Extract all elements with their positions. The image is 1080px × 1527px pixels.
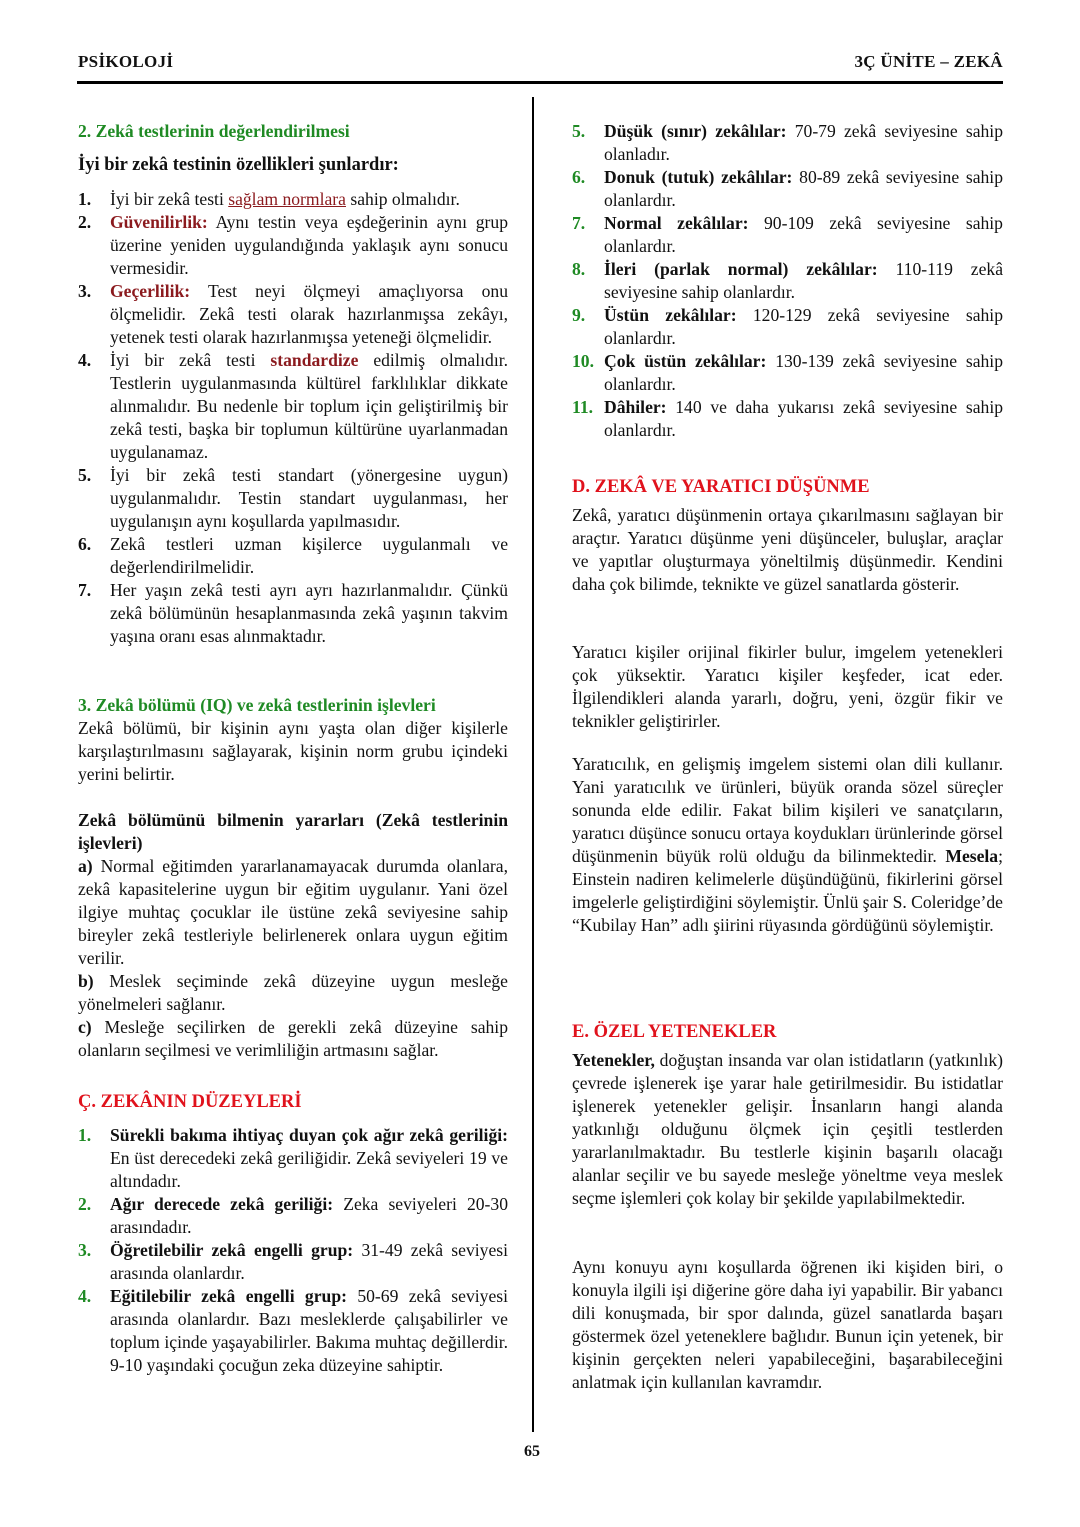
emphasis-mesela: Mesela	[945, 846, 999, 866]
item-number: 5.	[572, 121, 586, 141]
benefit-text: Mesleğe seçilirken de gerekli zekâ düzeyine sahip olanların seçilmesi ve verimliliğin artmasını sağlar.	[78, 1017, 508, 1060]
item-number: 7.	[572, 213, 586, 233]
item-text: 120-129 zekâ seviyesine sahip olanlardır.	[604, 305, 1003, 348]
item-label: Düşük (sınır) zekâlılar:	[604, 121, 787, 141]
item-text: 31-49 zekâ seviyesi arasında olanlardır.	[110, 1240, 508, 1283]
section-e-paragraph-1	[572, 1049, 1003, 1210]
item-label: standardize	[270, 350, 359, 370]
paragraph-text: ; Einstein nadiren kelimelerle düşündüğünü, fikirlerini görsel imgelerle geliştirdiğini söylemiştir. Ünlü şair S. Coleridge’de “Kubilay Han” adlı şiirini rüyasında gördüğünü söylemiştir.	[572, 846, 1003, 935]
section-3	[78, 694, 508, 786]
section-2-heading	[78, 120, 508, 143]
item-number: 1.	[78, 189, 92, 209]
section-2-subheading: İyi bir zekâ testinin özellikleri şunlardır:	[78, 155, 399, 175]
item-text: 70-79 zekâ seviyesine sahip olanladır.	[604, 121, 1003, 164]
item-text: sahip olmalıdır.	[345, 189, 460, 209]
section-e-heading: E. ÖZEL YETENEKLER	[572, 1022, 777, 1042]
list-item	[78, 188, 508, 211]
benefit-label: c)	[78, 1017, 92, 1037]
list-item	[572, 396, 1003, 442]
item-text: İyi bir zekâ testi	[110, 189, 229, 209]
list-item	[572, 120, 1003, 166]
iq-benefits	[78, 809, 508, 1062]
benefit-text: Meslek seçiminde zekâ düzeyine uygun mesleğe yönelmeleri sağlanır.	[78, 971, 508, 1014]
term-yetenekler: Yetenekler,	[572, 1050, 655, 1070]
item-label: Ağır derecede zekâ geriliği:	[110, 1194, 334, 1214]
list-item	[78, 211, 508, 280]
test-properties-list	[78, 188, 508, 648]
item-number: 11.	[572, 397, 594, 417]
list-item	[78, 1193, 508, 1239]
paragraph-text: doğuştan insanda var olan istidatların (yatkınlık) çevrede işlenerek işe yarar hale getirilmesidir. Bu istidatlar işlenerek yetenekler gelişir. İnsanların hangi alanda yatkınlığı olduğunu ölçmek için çeşitli testlerden yararlanılmaktadır. Bu testlerle kişinin başarılı olacağı alanlar seçilir ve bu sayede mesleğe yöneltme veya meslek seçme işlemleri çok kolay bir şekilde yapılabilmektedir.	[572, 1050, 1003, 1208]
item-text: edilmiş olmalıdır. Testlerin uygulanmasında kültürel farklılıklar dikkate alınmalıdır. Bu nedenle bir toplum için geliştirilmiş bir zekâ testi, başka bir toplumun kültürüne uyarlanmadan uygulanamaz.	[110, 350, 508, 462]
list-item	[78, 280, 508, 349]
benefit-label: b)	[78, 971, 94, 991]
item-text: Aynı testin veya eşdeğerinin aynı grup üzerine yeniden uygulandığında yaklaşık aynı sonucu vermesidir.	[110, 212, 508, 278]
item-label: Çok üstün zekâlılar:	[604, 351, 767, 371]
item-number: 10.	[572, 351, 594, 371]
item-text: 90-109 zekâ seviyesine sahip olanlardır.	[604, 213, 1003, 256]
list-item	[78, 579, 508, 648]
list-item	[572, 258, 1003, 304]
section-c-heading: Ç. ZEKÂNIN DÜZEYLERİ	[78, 1092, 302, 1112]
item-number: 6.	[78, 534, 92, 554]
benefit-text: Normal eğitimden yararlanamayacak durumda olanlara, zekâ kapasitelerine uygun bir eğitim uygulanır. Yani özel ilgiye muhtaç çocuklar ile üstüne zekâ seviyesine sahip bireyler zekâ testleriyle belirlenerek onlara uygun eğitim verilir.	[78, 856, 508, 968]
item-label: Geçerlilik:	[110, 281, 191, 301]
section-d-paragraph-1: Zekâ, yaratıcı düşünmenin ortaya çıkarılmasını sağlayan bir araçtır. Yaratıcı düşünme yeni düşünceler, buluşlar, araçlar ve yapıtlar oluşturmaya yöneltilmiş düşünmedir. Kendini daha çok bilimde, teknikte ve güzel sanatlarda gösterir.	[572, 505, 1003, 594]
item-number: 2.	[78, 212, 92, 232]
item-number: 3.	[78, 1240, 92, 1260]
item-number: 2.	[78, 1194, 92, 1214]
item-text: Zeka seviyeleri 20-30 arasındadır.	[110, 1194, 508, 1237]
item-text: Test neyi ölçmeyi amaçlıyorsa onu ölçmelidir. Zekâ testi olarak hazırlanmışsa zekâyı, yetenek testi olarak hazırlanmışsa yeteneği ölçmelidir.	[110, 281, 508, 347]
section-d-paragraph-2: Yaratıcı kişiler orijinal fikirler bulur, imgelem yetenekleri çok yüksektir. Yaratıcı kişiler keşfeder, icat eder. İlgilendikleri alanda yararlı, doğru, yeni, özgür fikir ve teknikler geliştirirler.	[572, 642, 1003, 731]
item-text: 50-69 zekâ seviyesi arasında olanlardır. Bazı mesleklerde çalışabilirler ve toplum içinde yaşayabilirler. Bakıma muhtaç değillerdir. 9-10 yaşındaki çocuğun zeka düzeyine sahiptir.	[110, 1286, 508, 1375]
list-item	[78, 1239, 508, 1285]
item-label: Eğitilebilir zekâ engelli grup:	[110, 1286, 347, 1306]
header-unit: 3Ç ÜNİTE – ZEKÂ	[854, 52, 1003, 71]
benefit-item	[78, 855, 508, 970]
benefit-item	[78, 970, 508, 1016]
item-number: 3.	[78, 281, 92, 301]
item-text: 110-119 zekâ seviyesine sahip olanlardır.	[604, 259, 1004, 302]
item-label: Normal zekâlılar:	[604, 213, 749, 233]
list-item	[78, 1124, 508, 1193]
item-text: Zekâ testleri uzman kişilerce uygulanmalı ve değerlendirilmelidir.	[110, 534, 508, 577]
section-3-heading: 3. Zekâ bölümü (IQ) ve zekâ testlerinin işlevleri	[78, 695, 436, 715]
section-c	[78, 1091, 508, 1377]
section-d-heading: D. ZEKÂ VE YARATICI DÜŞÜNME	[572, 477, 870, 497]
item-label: Güvenilirlik:	[110, 212, 208, 232]
item-number: 7.	[78, 580, 92, 600]
heading-text: 2. Zekâ testlerinin değerlendirilmesi	[78, 121, 350, 141]
iq-benefits-heading: Zekâ bölümünü bilmenin yararları (Zekâ testlerinin işlevleri)	[78, 810, 508, 853]
item-label: İleri (parlak normal) zekâlılar:	[604, 259, 878, 279]
header-rule	[77, 81, 1003, 84]
list-item	[572, 212, 1003, 258]
item-number: 8.	[572, 259, 586, 279]
item-text: 130-139 zekâ seviyesine sahip olanlardır.	[604, 351, 1003, 394]
list-item	[572, 166, 1003, 212]
item-text: 80-89 zekâ seviyesine sahip olanlardır.	[604, 167, 1003, 210]
page-number: 65	[524, 1443, 540, 1460]
section-e	[572, 1021, 1003, 1210]
benefit-label: a)	[78, 856, 93, 876]
item-text: İyi bir zekâ testi	[110, 350, 271, 370]
list-item	[78, 349, 508, 464]
item-text: En üst derecedeki zekâ geriliğidir. Zekâ seviyeleri 19 ve altındadır.	[110, 1148, 508, 1191]
item-text: Her yaşın zekâ testi ayrı ayrı hazırlanmalıdır. Çünkü zekâ bölümünün hesaplanmasında zekâ yaşının takvim yaşına oranı esas alınmaktadır.	[110, 580, 508, 646]
header-subject: PSİKOLOJİ	[78, 52, 174, 71]
list-item	[78, 464, 508, 533]
list-item	[572, 304, 1003, 350]
item-label: Üstün zekâlılar:	[604, 305, 737, 325]
section-d	[572, 476, 1003, 596]
item-number: 1.	[78, 1125, 92, 1145]
item-number: 5.	[78, 465, 92, 485]
item-number: 9.	[572, 305, 586, 325]
section-e-paragraph-2: Aynı konuyu aynı koşullarda öğrenen iki kişiden biri, o konuyla ilgili işi diğerine göre daha iyi yapabilir. Bir yabancı dili konuşmada, bir spor dalında, güzel sanatlarda başarı göstermek özel yeteneklere bağlıdır. Bunun için yetenek, bir kişinin gerçekten neleri yapabileceğini, başarabileceğini anlatmak için kullanılan kavramdır.	[572, 1257, 1003, 1392]
item-number: 4.	[78, 350, 92, 370]
item-number: 4.	[78, 1286, 92, 1306]
section-d-paragraph-3	[572, 753, 1003, 937]
intelligence-levels-continued	[572, 120, 1003, 442]
item-label: Sürekli bakıma ihtiyaç duyan çok ağır zekâ geriliği:	[110, 1125, 508, 1145]
item-text: İyi bir zekâ testi standart (yönergesine uygun) uygulanmalıdır. Testin standart uygulanması, her uygulanışın aynı koşullarda yapılmasıdır.	[110, 465, 508, 531]
item-number: 6.	[572, 167, 586, 187]
item-text: 140 ve daha yukarısı zekâ seviyesine sahip olanlardır.	[604, 397, 1003, 440]
column-divider	[532, 97, 534, 1432]
item-label: Öğretilebilir zekâ engelli grup:	[110, 1240, 354, 1260]
list-item	[78, 1285, 508, 1377]
underlined-term: sağlam normlara	[228, 189, 346, 209]
item-label: Dâhiler:	[604, 397, 667, 417]
benefit-item	[78, 1016, 508, 1062]
item-label: Donuk (tutuk) zekâlılar:	[604, 167, 793, 187]
paragraph-text: Yaratıcılık, en gelişmiş imgelem sistemi olan dili kullanır. Yani yaratıcılık ve ürünleri, büyük oranda sözel süreçler sonunda elde edilir. Fakat bilim kişileri ve sanatçıların, yaratıcı düşünce sonucu ortaya koydukları ürünlerinde görsel düşünmenin büyük rolü olduğu da bilinmektedir.	[572, 754, 1003, 866]
section-3-paragraph: Zekâ bölümü, bir kişinin aynı yaşta olan diğer kişilerle karşılaştırılmasını sağlayarak, kişinin norm grubu içindeki yerini belirtir.	[78, 718, 508, 784]
list-item	[78, 533, 508, 579]
list-item	[572, 350, 1003, 396]
